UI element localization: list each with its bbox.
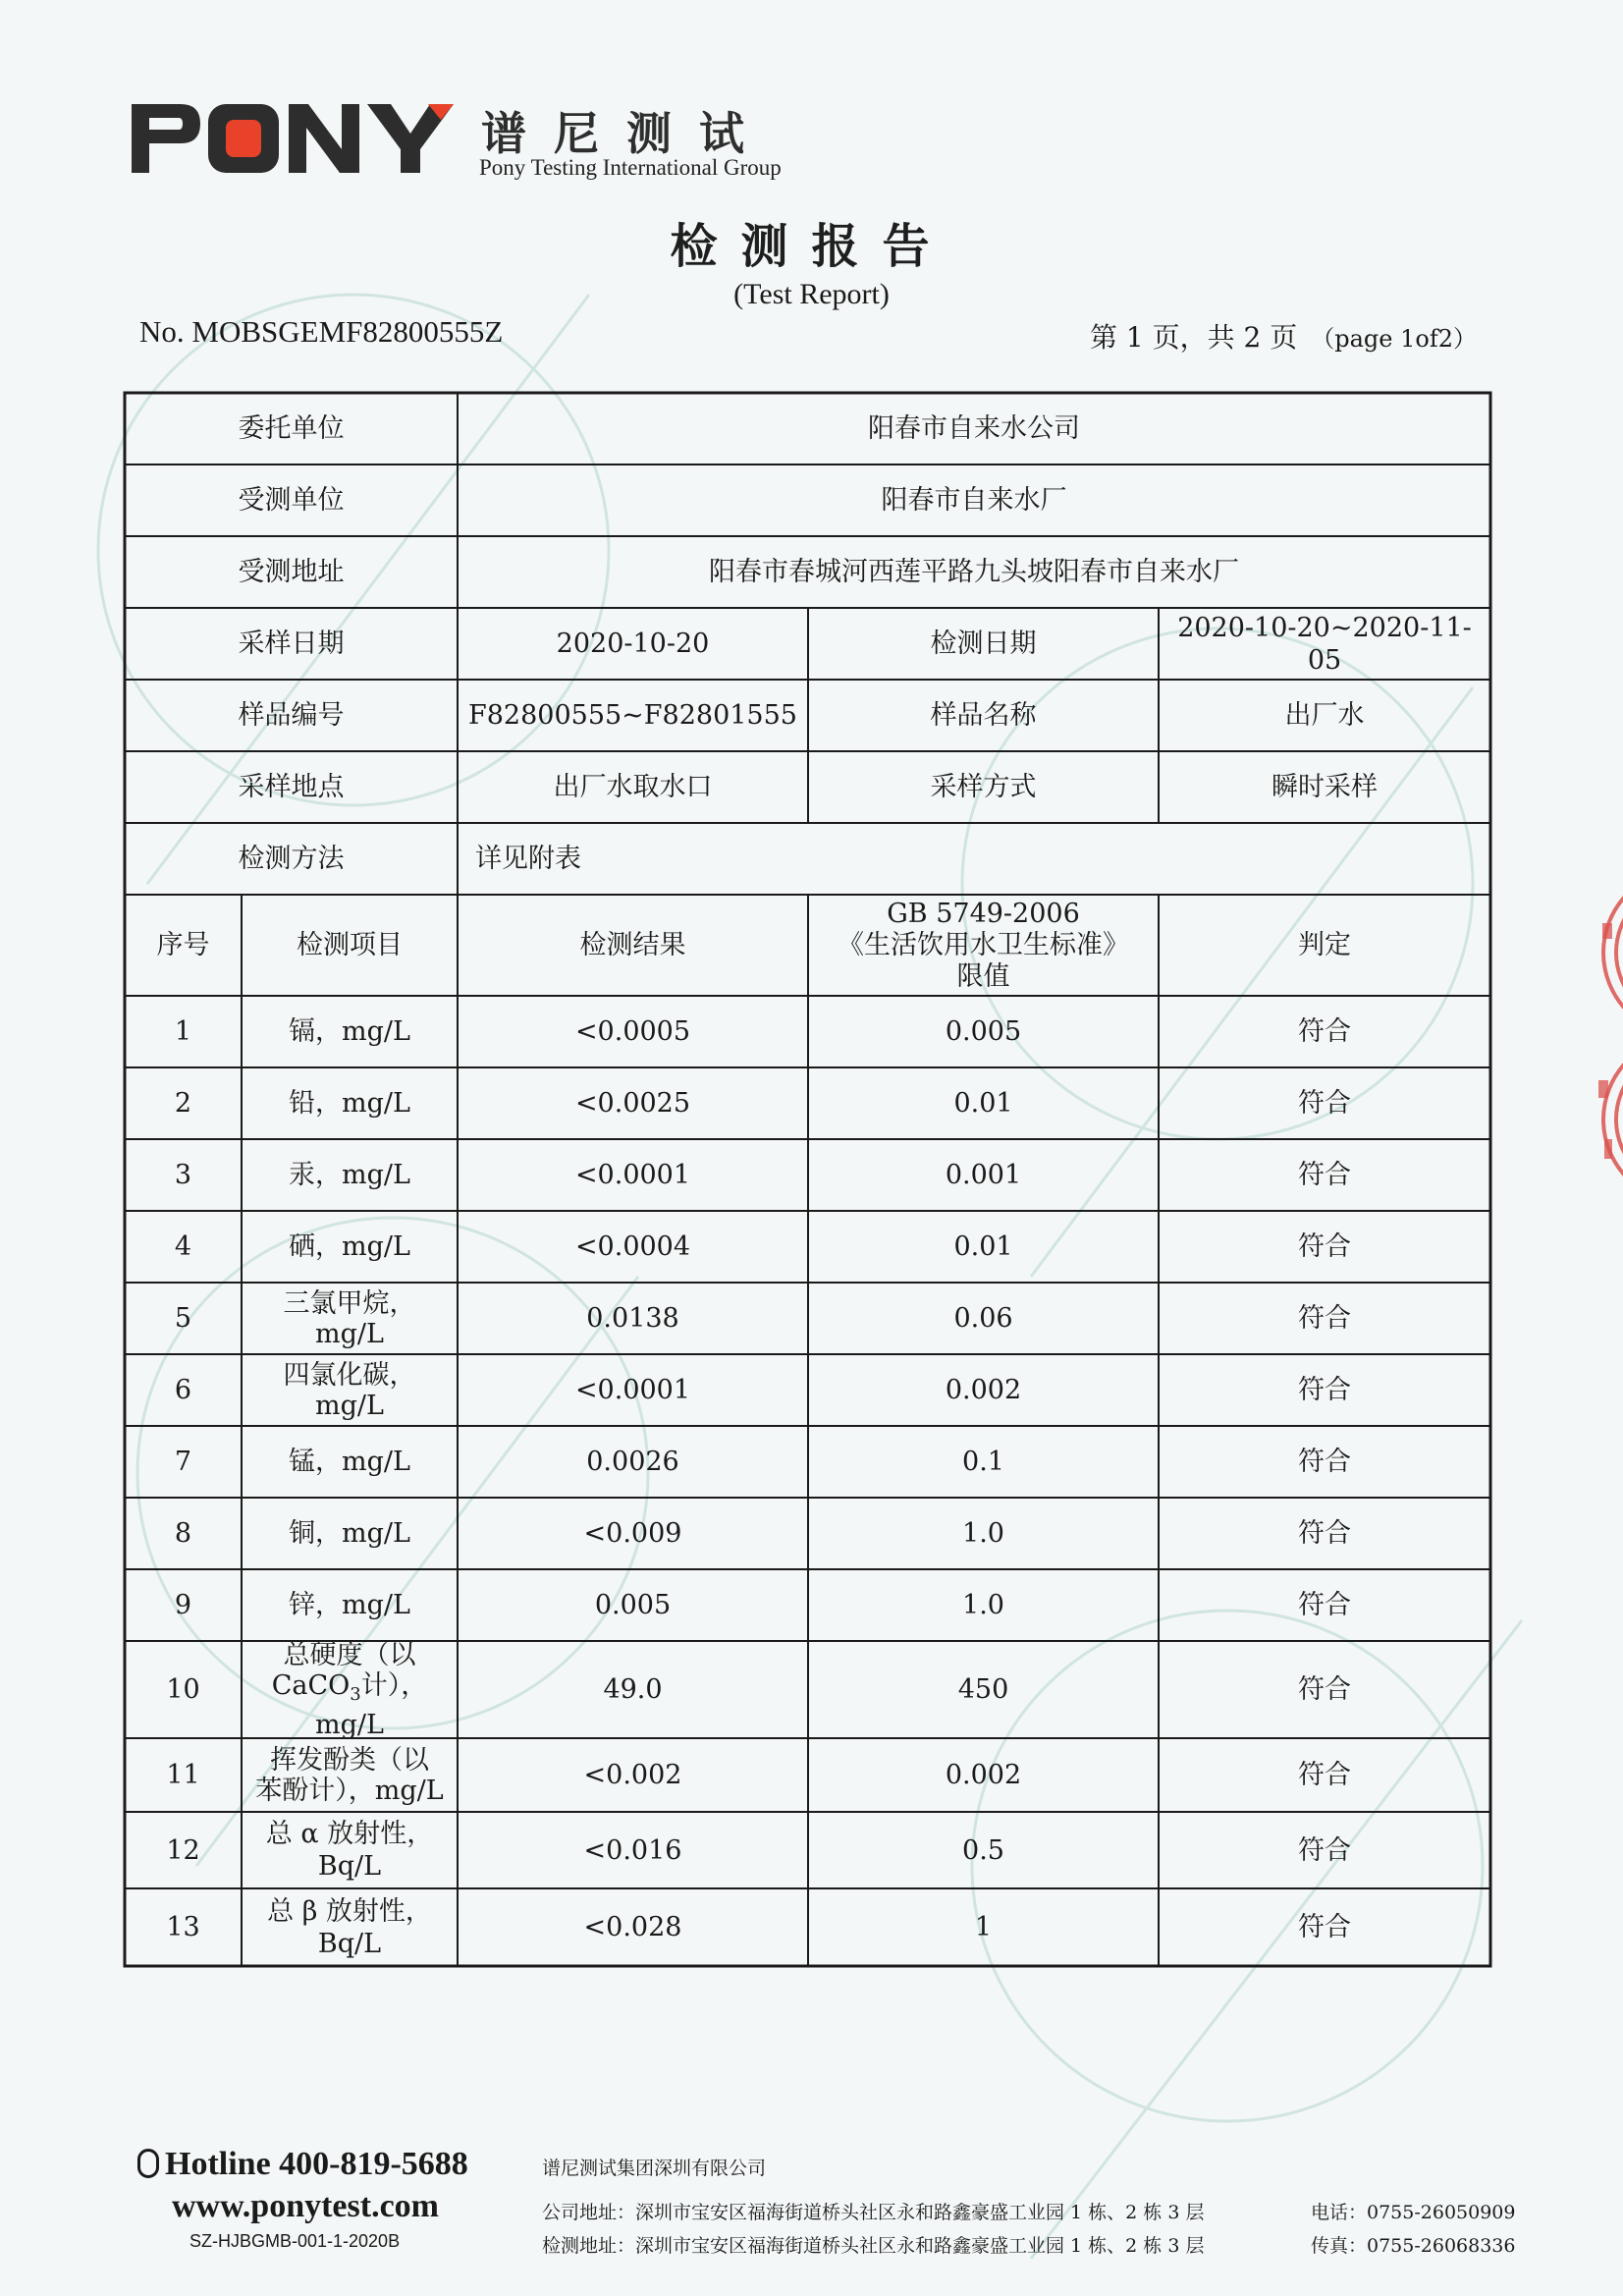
col-header-result: 检测结果 <box>579 930 686 960</box>
row-judgement: 符合 <box>1298 1518 1351 1549</box>
lab-address: 检测地址：深圳市宝安区福海街道桥头社区永和路鑫豪盛工业园 1 栋、2 栋 3 层 <box>542 2235 1205 2257</box>
col-header-judgement: 判定 <box>1298 930 1351 960</box>
row-judgement: 符合 <box>1298 1160 1351 1190</box>
hotline <box>137 2146 468 2183</box>
row-result: <0.002 <box>583 1760 682 1790</box>
sampling-date-value: 2020-10-20 <box>556 629 710 659</box>
row-item-line <box>272 1670 428 1710</box>
row-item: 锰，mg/L <box>289 1447 410 1477</box>
page-subtitle: (Test Report) <box>733 278 890 310</box>
row-limit: 1.0 <box>962 1590 1004 1620</box>
row-judgement: 符合 <box>1298 1303 1351 1334</box>
row-item: 硒，mg/L <box>289 1231 410 1262</box>
row-result: <0.0025 <box>574 1088 691 1119</box>
page-indicator-cn: 第 1 页，共 2 页 <box>1090 321 1298 354</box>
row-item-line: 挥发酚类（以 <box>270 1744 429 1776</box>
row-item-line: 苯酚计），mg/L <box>255 1775 444 1806</box>
tested-unit-value: 阳春市自来水厂 <box>881 485 1067 516</box>
sampling-date-label: 采样日期 <box>238 629 345 659</box>
row-limit: 1 <box>974 1912 993 1942</box>
row-item-line: 四氯化碳， <box>283 1359 416 1391</box>
pony-logo-icon <box>128 98 461 179</box>
row-result: 49.0 <box>603 1674 663 1705</box>
row-judgement: 符合 <box>1298 1375 1351 1405</box>
row-judgement: 符合 <box>1298 1834 1351 1866</box>
row-item: 汞，mg/L <box>289 1160 410 1190</box>
sampling-method-value: 瞬时采样 <box>1271 772 1378 802</box>
row-no: 12 <box>166 1834 200 1866</box>
website-link[interactable]: www.ponytest.com <box>172 2188 439 2224</box>
tested-unit-label: 受测单位 <box>238 485 345 516</box>
sampling-site-label: 采样地点 <box>238 772 345 802</box>
tested-address-value: 阳春市春城河西莲平路九头坡阳春市自来水厂 <box>709 557 1239 587</box>
row-no: 8 <box>174 1518 192 1549</box>
row-item-line: mg/L <box>315 1390 384 1421</box>
row-no: 4 <box>174 1231 192 1262</box>
row-item-line: mg/L <box>315 1709 384 1740</box>
row-no: 5 <box>174 1303 192 1334</box>
row-result: <0.0005 <box>574 1016 691 1047</box>
company-address: 公司地址：深圳市宝安区福海街道桥头社区永和路鑫豪盛工业园 1 栋、2 栋 3 层 <box>542 2202 1205 2223</box>
row-result: <0.028 <box>583 1912 682 1942</box>
row-no: 13 <box>166 1912 200 1942</box>
limit-standard-code: GB 5749-2006 <box>887 898 1080 929</box>
col-header-no: 序号 <box>156 930 210 960</box>
row-item: 锌，mg/L <box>289 1590 410 1620</box>
hotline-text: Hotline 400-819-5688 <box>165 2146 468 2182</box>
row-judgement: 符合 <box>1298 1231 1351 1262</box>
row-item <box>242 1888 458 1966</box>
logo <box>128 98 864 187</box>
row-result: <0.0001 <box>574 1160 691 1190</box>
page-title: 检测报告 <box>670 219 953 274</box>
row-no: 9 <box>174 1590 192 1620</box>
form-code: SZ-HJBGMB-001-1-2020B <box>189 2231 401 2251</box>
fax: 传真：0755-26068336 <box>1311 2235 1516 2257</box>
sample-name-value: 出厂水 <box>1284 700 1365 731</box>
company-name: 谱尼测试集团深圳有限公司 <box>542 2158 767 2179</box>
row-limit: 1.0 <box>962 1518 1004 1549</box>
row-limit: 450 <box>957 1674 1009 1705</box>
sampling-method-label: 采样方式 <box>930 772 1037 802</box>
row-item-line: 总硬度（以 <box>283 1639 416 1670</box>
report-number: No. MOBSGEMF82800555Z <box>139 314 504 349</box>
col-header-item: 检测项目 <box>297 930 403 960</box>
row-item <box>242 1283 458 1354</box>
row-judgement: 符合 <box>1298 1590 1351 1620</box>
row-no: 11 <box>166 1760 200 1790</box>
formula-suffix: 计）， <box>360 1669 428 1701</box>
test-date-label: 检测日期 <box>930 629 1037 659</box>
row-item-line: 总 β 放射性， <box>267 1895 432 1927</box>
row-item: 铅，mg/L <box>289 1088 410 1119</box>
row-judgement: 符合 <box>1298 1447 1351 1477</box>
row-item: 镉，mg/L <box>289 1016 410 1047</box>
row-item <box>242 1812 458 1888</box>
row-result: 0.005 <box>594 1590 672 1620</box>
client-value: 阳春市自来水公司 <box>868 413 1080 444</box>
row-item <box>242 1354 458 1426</box>
logo-chinese-name: 谱尼测试 <box>481 107 772 160</box>
row-limit: 0.06 <box>953 1303 1013 1334</box>
row-limit: 0.1 <box>962 1447 1004 1477</box>
row-no: 6 <box>174 1375 192 1405</box>
row-item-line: 三氯甲烷， <box>283 1287 416 1319</box>
row-result: <0.016 <box>583 1834 682 1866</box>
sampling-site-value: 出厂水取水口 <box>553 772 713 802</box>
page-indicator <box>1090 316 1477 355</box>
test-method-label: 检测方法 <box>238 844 345 874</box>
row-result: <0.009 <box>583 1518 682 1549</box>
row-judgement: 符合 <box>1298 1760 1351 1790</box>
limit-label: 限值 <box>956 960 1010 992</box>
row-limit: 0.01 <box>953 1088 1013 1119</box>
sample-number-label: 样品编号 <box>238 700 345 731</box>
row-limit: 0.002 <box>945 1760 1022 1790</box>
row-judgement: 符合 <box>1298 1088 1351 1119</box>
row-result: <0.0004 <box>574 1231 691 1262</box>
row-judgement: 符合 <box>1298 1016 1351 1047</box>
row-limit: 0.5 <box>962 1834 1004 1866</box>
row-judgement: 符合 <box>1298 1674 1351 1705</box>
test-method-value: 详见附表 <box>475 844 581 874</box>
row-no: 7 <box>174 1447 192 1477</box>
row-item-line: 总 α 放射性， <box>265 1819 434 1849</box>
test-date-value: 2020-10-20~2020-11-05 <box>1177 612 1472 676</box>
row-no: 1 <box>174 1016 192 1047</box>
row-limit: 0.002 <box>945 1375 1022 1405</box>
row-judgement: 符合 <box>1298 1912 1351 1942</box>
row-item: 铜，mg/L <box>289 1518 410 1549</box>
row-item <box>242 1738 458 1812</box>
row-no: 3 <box>174 1160 192 1190</box>
seal-stamp-icon <box>1579 884 1623 1218</box>
row-result: <0.0001 <box>574 1375 691 1405</box>
row-limit: 0.005 <box>945 1016 1022 1047</box>
phone-icon <box>137 2149 159 2178</box>
row-no: 10 <box>166 1674 200 1705</box>
logo-english-name: Pony Testing International Group <box>479 155 782 180</box>
row-result: 0.0026 <box>586 1447 679 1477</box>
row-no: 2 <box>174 1088 192 1119</box>
tested-address-label: 受测地址 <box>238 557 345 587</box>
row-item-line: Bq/L <box>317 1851 382 1882</box>
sample-name-label: 样品名称 <box>930 700 1037 731</box>
telephone: 电话：0755-26050909 <box>1311 2202 1516 2223</box>
formula-text: CaCO <box>271 1669 351 1701</box>
row-result: 0.0138 <box>586 1303 679 1334</box>
row-item-line: Bq/L <box>317 1928 382 1959</box>
formula-subscript: 3 <box>350 1683 361 1705</box>
row-limit: 0.01 <box>953 1231 1013 1262</box>
row-item-line: mg/L <box>315 1318 384 1349</box>
row-item <box>242 1641 458 1738</box>
row-limit: 0.001 <box>945 1160 1022 1190</box>
limit-standard-name: 《生活饮用水卫生标准》 <box>838 929 1129 960</box>
client-label: 委托单位 <box>238 413 345 444</box>
col-header-limit <box>808 895 1159 996</box>
sample-number-value: F82800555~F82801555 <box>468 700 797 731</box>
page-indicator-en: （page 1of2） <box>1311 325 1477 353</box>
